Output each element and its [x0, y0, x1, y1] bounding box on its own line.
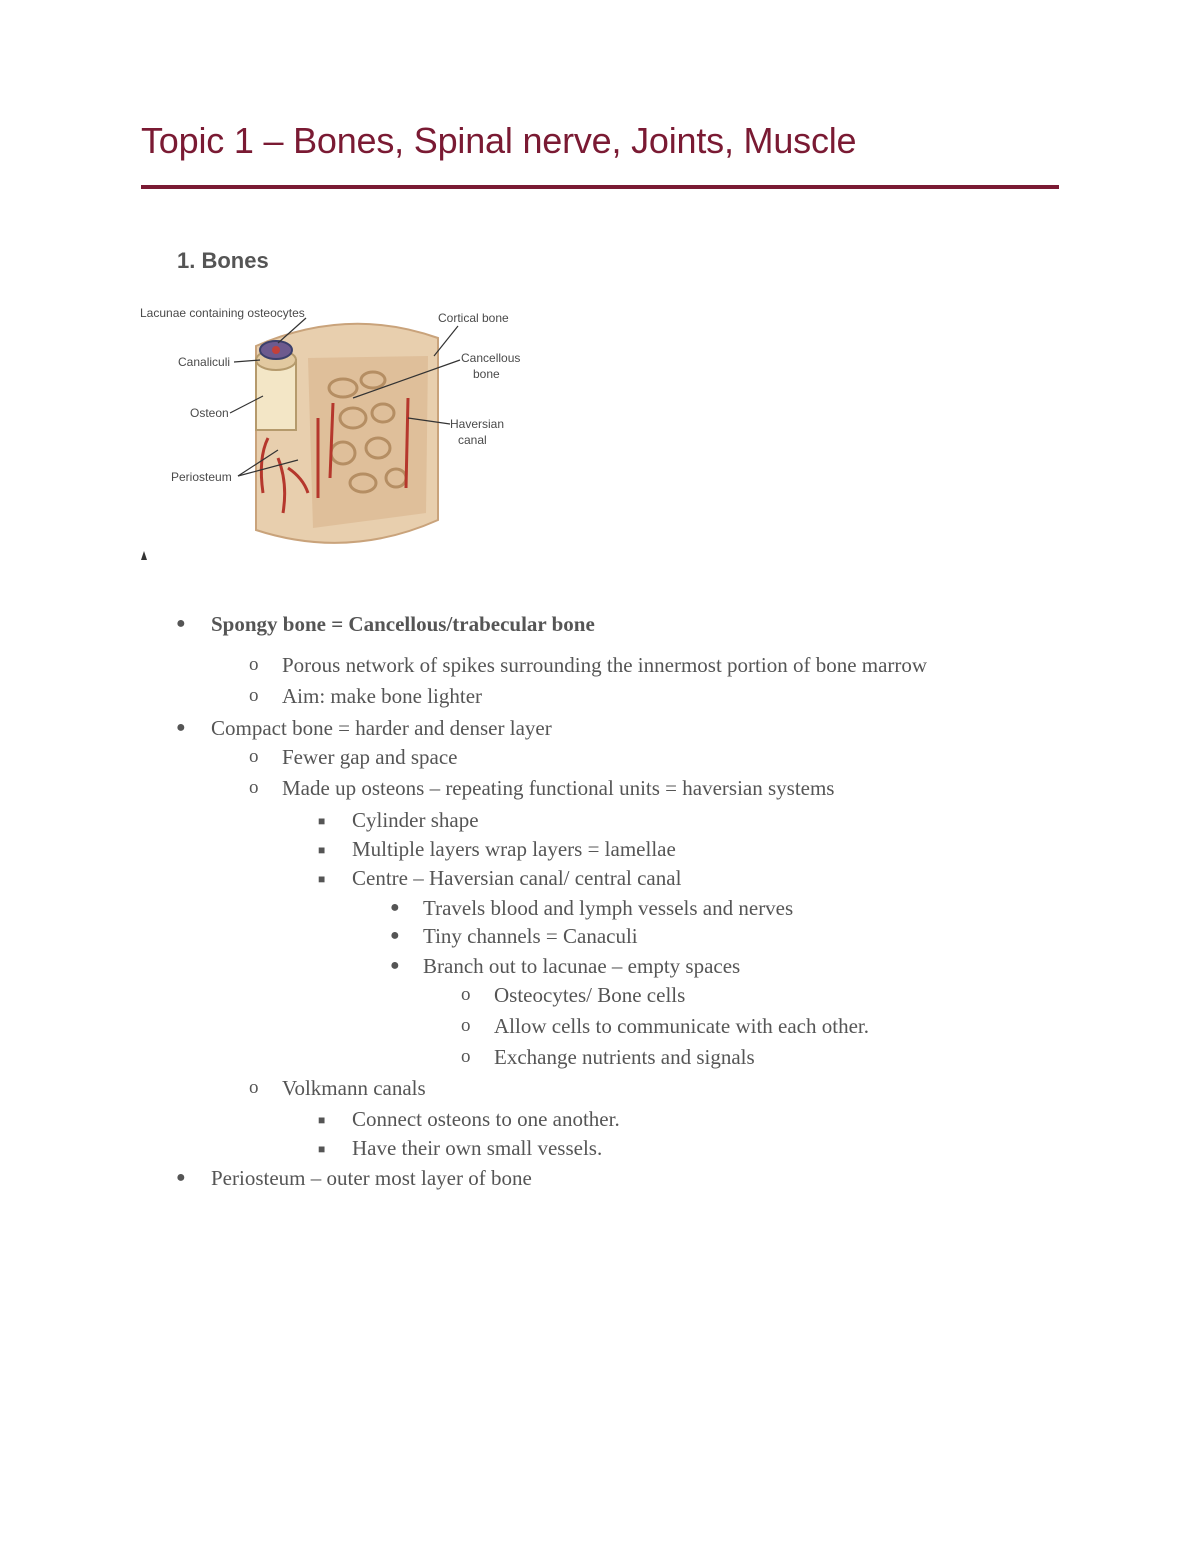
- label-lacunae: Lacunae containing osteocytes: [140, 306, 305, 320]
- list-item-text: Centre – Haversian canal/ central canal: [352, 866, 682, 890]
- list-item-text: Branch out to lacunae – empty spaces: [423, 954, 741, 978]
- list-item: [461, 1043, 755, 1071]
- bullet-marker: o: [249, 777, 259, 798]
- list-item: [318, 1134, 603, 1162]
- bullet-marker: o: [461, 1015, 471, 1036]
- bullet-marker: o: [249, 746, 259, 767]
- text-cursor-marker: [141, 551, 147, 560]
- list-item-text: Porous network of spikes surrounding the innermost portion of bone marrow: [282, 653, 928, 677]
- label-cancellous: Cancellous: [461, 351, 521, 365]
- bullet-marker: ●: [390, 927, 400, 944]
- list-item: [318, 1105, 620, 1133]
- list-item: [461, 981, 686, 1009]
- bullet-marker: o: [461, 984, 471, 1005]
- bone-structure-figure: [138, 298, 538, 558]
- label-cortical-bone: Cortical bone: [438, 311, 509, 325]
- label-canaliculi: Canaliculi: [178, 355, 231, 369]
- bone-diagram-illustration: [138, 298, 538, 558]
- bullet-marker: o: [249, 654, 259, 675]
- list-item-text: Made up osteons – repeating functional units = haversian systems: [282, 776, 835, 800]
- list-item-text: Periosteum – outer most layer of bone: [211, 1166, 532, 1190]
- list-item: [249, 774, 835, 802]
- list-item-text: Osteocytes/ Bone cells: [494, 983, 686, 1007]
- list-item: [176, 1164, 532, 1192]
- bullet-marker: ■: [318, 872, 326, 886]
- label-haversian-canal: canal: [458, 433, 487, 447]
- list-item: [461, 1012, 869, 1040]
- list-item-text: Have their own small vessels.: [352, 1136, 603, 1160]
- list-item: [249, 1074, 426, 1102]
- bullet-marker: o: [249, 685, 259, 706]
- bullet-marker: ●: [390, 957, 400, 974]
- bullet-marker: o: [249, 1077, 259, 1098]
- list-item: [390, 952, 741, 980]
- bullet-marker: ■: [318, 814, 326, 828]
- bullet-marker: ■: [318, 1142, 326, 1156]
- bullet-marker: ●: [176, 615, 186, 632]
- list-item: [249, 743, 458, 771]
- bullet-marker: ●: [390, 899, 400, 916]
- bullet-marker: o: [461, 1046, 471, 1067]
- list-item-text: Compact bone = harder and denser layer: [211, 716, 552, 740]
- list-item: [318, 835, 676, 863]
- list-item-text: Volkmann canals: [282, 1076, 426, 1100]
- list-item-text: Fewer gap and space: [282, 745, 458, 769]
- title-underline: [141, 185, 1059, 189]
- list-item: [176, 610, 595, 638]
- list-item-text: Multiple layers wrap layers = lamellae: [352, 837, 676, 861]
- list-item: [318, 806, 479, 834]
- list-item: [390, 922, 638, 950]
- label-periosteum: Periosteum: [171, 470, 232, 484]
- list-item: [176, 714, 552, 742]
- list-item-text: Exchange nutrients and signals: [494, 1045, 755, 1069]
- document-title: Topic 1 – Bones, Spinal nerve, Joints, Muscle: [141, 120, 857, 161]
- list-item-text: Tiny channels = Canaculi: [423, 924, 638, 948]
- list-item-text: Connect osteons to one another.: [352, 1107, 620, 1131]
- list-item-text: Allow cells to communicate with each other.: [494, 1014, 869, 1038]
- list-item: [249, 651, 928, 679]
- section-heading-bones: 1. Bones: [177, 248, 269, 273]
- list-item-text: Cylinder shape: [352, 808, 479, 832]
- list-item: [318, 864, 682, 892]
- bullet-marker: ●: [176, 1169, 186, 1186]
- bullet-marker: ■: [318, 843, 326, 857]
- label-cancellous-bone: bone: [473, 367, 500, 381]
- list-item: [390, 894, 794, 922]
- label-haversian: Haversian: [450, 417, 505, 431]
- label-osteon: Osteon: [190, 406, 229, 420]
- list-item-text: Spongy bone = Cancellous/trabecular bone: [211, 612, 595, 636]
- bullet-marker: ●: [176, 719, 186, 736]
- bullet-marker: ■: [318, 1113, 326, 1127]
- list-item-text: Travels blood and lymph vessels and nerves: [423, 896, 794, 920]
- list-item-text: Aim: make bone lighter: [282, 684, 483, 708]
- list-item: [249, 682, 483, 710]
